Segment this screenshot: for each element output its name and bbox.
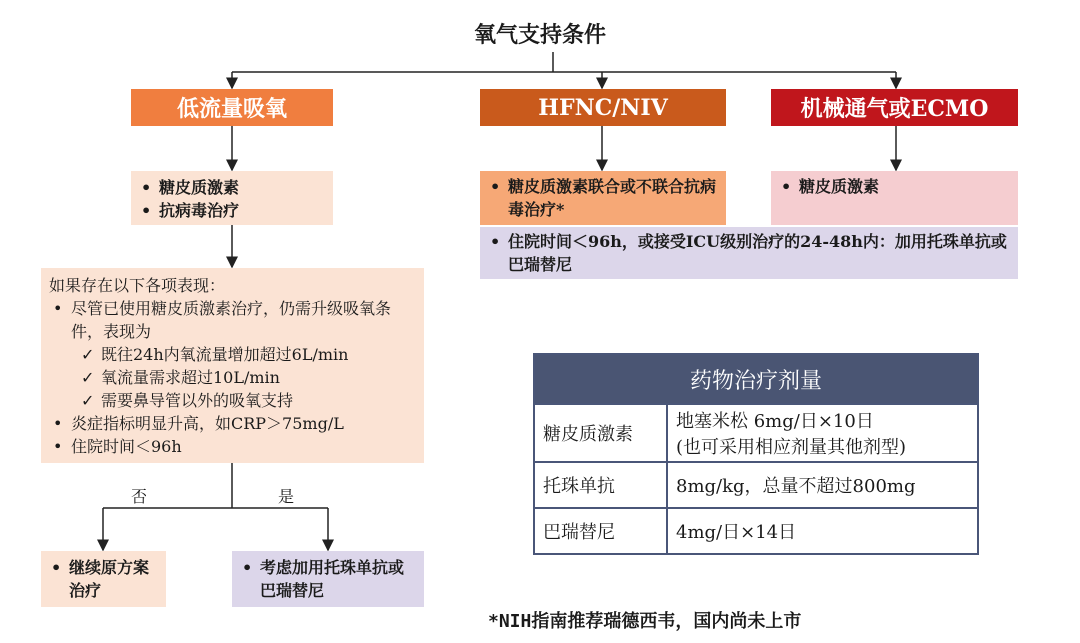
dose-line: (也可采用相应剂量其他剂型) xyxy=(676,437,907,458)
dosage-table xyxy=(533,353,979,551)
treatment-item: • 糖皮质激素 xyxy=(137,176,327,199)
yes-label: 是 xyxy=(278,487,295,506)
drug-dose: 8mg/kg，总量不超过800mg xyxy=(667,462,978,508)
hfnc-additional-box xyxy=(480,227,1018,279)
no-label: 否 xyxy=(131,487,148,506)
criteria-heading: 如果存在以下各项表现： xyxy=(49,276,226,295)
outcome-item: • 继续原方案治疗 xyxy=(47,556,160,602)
drug-name: 巴瑞替尼 xyxy=(534,508,667,554)
drug-name: 糖皮质激素 xyxy=(534,404,667,462)
table-row xyxy=(534,462,978,508)
treatment-item: • 糖皮质激素 xyxy=(777,175,1012,198)
treatment-item: • 糖皮质激素联合或不联合抗病毒治疗* xyxy=(486,175,720,221)
drug-name: 托珠单抗 xyxy=(534,462,667,508)
header-low-flow-oxygen xyxy=(131,89,333,126)
drug-dose xyxy=(667,404,978,462)
low-flow-treatment-box xyxy=(131,171,333,225)
header-label: 机械通气或ECMO xyxy=(800,96,989,122)
continue-treatment-box xyxy=(41,551,166,607)
add-tocilizumab-box xyxy=(232,551,424,607)
dose-line: 地塞米松 6mg/日×10日 xyxy=(676,411,874,432)
criteria-item xyxy=(49,297,416,412)
criteria-item-text: 尽管已使用糖皮质激素治疗，仍需升级吸氧条件，表现为 xyxy=(71,299,392,341)
ecmo-treatment-box xyxy=(771,171,1018,225)
criteria-check-item: ✓ 氧流量需求超过10L/min xyxy=(71,366,416,389)
treatment-item: • 抗病毒治疗 xyxy=(137,199,327,222)
table-row xyxy=(534,404,978,462)
page-title: 氧气支持条件 xyxy=(473,22,606,48)
criteria-check-item: ✓ 需要鼻导管以外的吸氧支持 xyxy=(71,389,416,412)
criteria-check-item: ✓ 既往24h内氧流量增加超过6L/min xyxy=(71,343,416,366)
header-label: HFNC/NIV xyxy=(538,94,668,121)
table-title: 药物治疗剂量 xyxy=(534,354,978,404)
footnote: *NIH指南推荐瑞德西韦，国内尚未上市 xyxy=(488,611,802,632)
additional-item: • 住院时间＜96h，或接受ICU级别治疗的24-48h内：加用托珠单抗或巴瑞替尼 xyxy=(486,230,1012,276)
header-ventilation-ecmo xyxy=(771,89,1018,126)
drug-dose: 4mg/日×14日 xyxy=(667,508,978,554)
escalation-criteria-box xyxy=(41,268,424,463)
table-row xyxy=(534,508,978,554)
header-label: 低流量吸氧 xyxy=(176,96,287,122)
header-hfnc-niv xyxy=(480,89,726,126)
hfnc-treatment-box xyxy=(480,171,726,225)
outcome-item: • 考虑加用托珠单抗或巴瑞替尼 xyxy=(238,556,418,602)
criteria-item: • 炎症指标明显升高，如CRP＞75mg/L xyxy=(49,412,416,435)
criteria-item: • 住院时间＜96h xyxy=(49,435,416,458)
